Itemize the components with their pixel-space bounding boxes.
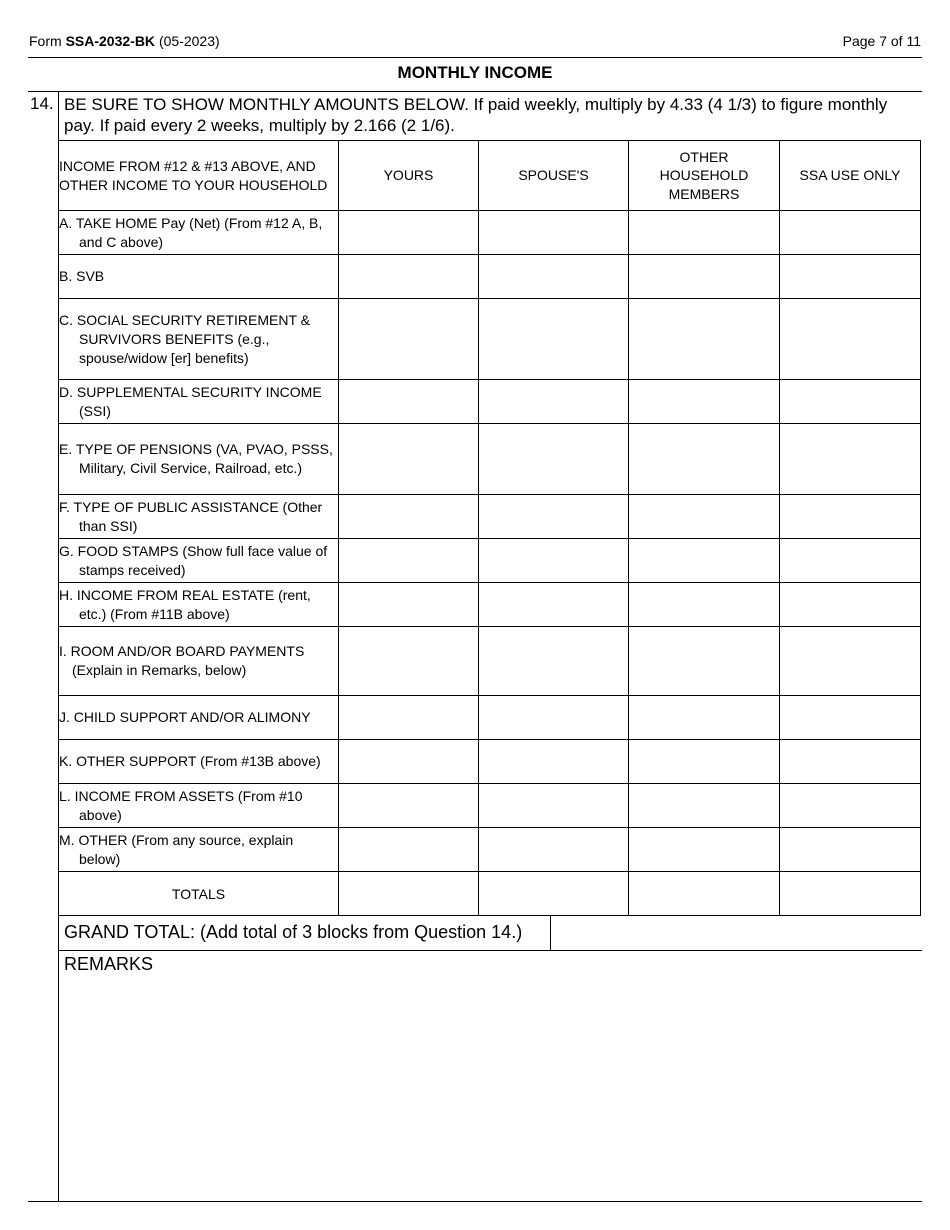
other-household-input[interactable] [629,255,780,299]
header-income-source: INCOME FROM #12 & #13 ABOVE, AND OTHER INCOME TO YOUR HOUSEHOLD [59,141,339,211]
other-household-input[interactable] [629,380,780,424]
form-date: (05-2023) [158,33,220,49]
totals-label: TOTALS [59,872,339,916]
table-row [59,828,921,872]
row-label [59,495,339,539]
other-household-input[interactable] [629,539,780,583]
yours-input[interactable] [339,583,479,627]
monthly-income-table [58,140,921,916]
row-label-text: F. TYPE OF PUBLIC ASSISTANCE (Other than SSI) [59,498,323,534]
other-household-input[interactable] [629,211,780,255]
table-row [59,495,921,539]
spouses-input[interactable] [479,828,629,872]
spouses-input[interactable] [479,211,629,255]
spouses-input[interactable] [479,627,629,696]
section-title: MONTHLY INCOME [397,63,553,82]
ssa-use-cell [780,495,921,539]
row-label-text: B. SVB [59,268,105,284]
table-row [59,255,921,299]
row-label-text: D. SUPPLEMENTAL SECURITY INCOME (SSI) [59,383,322,419]
ssa-use-cell [780,539,921,583]
spouses-input[interactable] [479,255,629,299]
form-identifier [29,33,220,49]
row-label-text: M. OTHER (From any source, explain below) [59,831,294,867]
row-label [59,424,339,495]
spouses-input[interactable] [479,583,629,627]
header-rule [28,57,922,58]
row-label [59,583,339,627]
grand-total-rule [58,950,922,951]
section-rule [28,91,922,92]
ssa-use-cell [780,424,921,495]
form-id: SSA-2032-BK [65,33,156,49]
form-prefix: Form [29,33,62,49]
table-row [59,539,921,583]
table-row [59,627,921,696]
yours-total-input[interactable] [339,872,479,916]
ssa-use-cell [780,740,921,784]
header-spouses: SPOUSE'S [479,141,629,211]
spouses-input[interactable] [479,740,629,784]
ssa-use-cell [780,784,921,828]
header-ssa-use-only: SSA USE ONLY [780,141,921,211]
remarks-input[interactable] [59,978,922,1200]
row-label [59,211,339,255]
ssa-use-cell [780,211,921,255]
row-label-text: G. FOOD STAMPS (Show full face value of stamps received) [59,542,328,578]
yours-input[interactable] [339,299,479,380]
question-instruction: BE SURE TO SHOW MONTHLY AMOUNTS BELOW. If paid weekly, multiply by 4.33 (4 1/3) to figure monthly pay. If paid every 2 weeks, multiply by 2.166 (2 1/6). [64,95,888,135]
row-label-text: I. ROOM AND/OR BOARD PAYMENTS (Explain in Remarks, below) [59,643,305,678]
spouses-input[interactable] [479,299,629,380]
row-label-text: E. TYPE OF PENSIONS (VA, PVAO, PSSS, Military, Civil Service, Railroad, etc.) [59,441,333,476]
yours-input[interactable] [339,424,479,495]
spouses-input[interactable] [479,784,629,828]
table-header-row [59,141,921,211]
page-number: Page 7 of 11 [842,33,921,49]
yours-input[interactable] [339,380,479,424]
ssa-use-cell [780,299,921,380]
question-number: 14. [30,94,54,113]
yours-input[interactable] [339,828,479,872]
other-household-input[interactable] [629,424,780,495]
spouses-input[interactable] [479,380,629,424]
ssa-use-cell [780,255,921,299]
row-label-text: L. INCOME FROM ASSETS (From #10 above) [59,787,303,823]
row-label-text: A. TAKE HOME Pay (Net) (From #12 A, B, and C above) [59,214,323,250]
row-label [59,627,339,696]
spouses-total-input[interactable] [479,872,629,916]
row-label [59,539,339,583]
other-household-input[interactable] [629,828,780,872]
spouses-input[interactable] [479,696,629,740]
yours-input[interactable] [339,627,479,696]
yours-input[interactable] [339,495,479,539]
header-other-household: OTHER HOUSEHOLD MEMBERS [629,141,780,211]
remarks-label: REMARKS [64,954,154,974]
spouses-input[interactable] [479,539,629,583]
row-label [59,828,339,872]
ssa-use-cell [780,380,921,424]
table-row [59,299,921,380]
row-label [59,784,339,828]
grand-total-label: GRAND TOTAL: (Add total of 3 blocks from Question 14.) [64,922,523,942]
table-row [59,424,921,495]
other-household-input[interactable] [629,784,780,828]
row-label [59,380,339,424]
table-row [59,211,921,255]
ssa-use-cell [780,583,921,627]
row-label [59,696,339,740]
table-row [59,696,921,740]
yours-input[interactable] [339,211,479,255]
other-household-input[interactable] [629,740,780,784]
header-yours: YOURS [339,141,479,211]
ssa-use-cell [780,828,921,872]
ssa-use-cell [780,627,921,696]
row-label-text: J. CHILD SUPPORT AND/OR ALIMONY [59,709,311,725]
yours-input[interactable] [339,784,479,828]
row-label [59,299,339,380]
row-label-text: C. SOCIAL SECURITY RETIREMENT & SURVIVORS BENEFITS (e.g., spouse/widow [er] benefits) [59,311,311,366]
yours-input[interactable] [339,539,479,583]
totals-row [59,872,921,916]
other-household-input[interactable] [629,696,780,740]
table-row [59,583,921,627]
ssa-use-total-cell [780,872,921,916]
spouses-input[interactable] [479,495,629,539]
table-row [59,740,921,784]
bottom-rule [28,1201,922,1202]
yours-input[interactable] [339,740,479,784]
other-household-input[interactable] [629,299,780,380]
grand-total-input[interactable] [551,916,922,950]
other-household-input[interactable] [629,627,780,696]
yours-input[interactable] [339,696,479,740]
table-row [59,784,921,828]
row-label [59,255,339,299]
yours-input[interactable] [339,255,479,299]
spouses-input[interactable] [479,424,629,495]
row-label [59,740,339,784]
other-household-input[interactable] [629,583,780,627]
other-household-total-input[interactable] [629,872,780,916]
ssa-use-cell [780,696,921,740]
table-row [59,380,921,424]
other-household-input[interactable] [629,495,780,539]
row-label-text: K. OTHER SUPPORT (From #13B above) [59,753,321,769]
row-label-text: H. INCOME FROM REAL ESTATE (rent, etc.) (From #11B above) [59,586,311,622]
